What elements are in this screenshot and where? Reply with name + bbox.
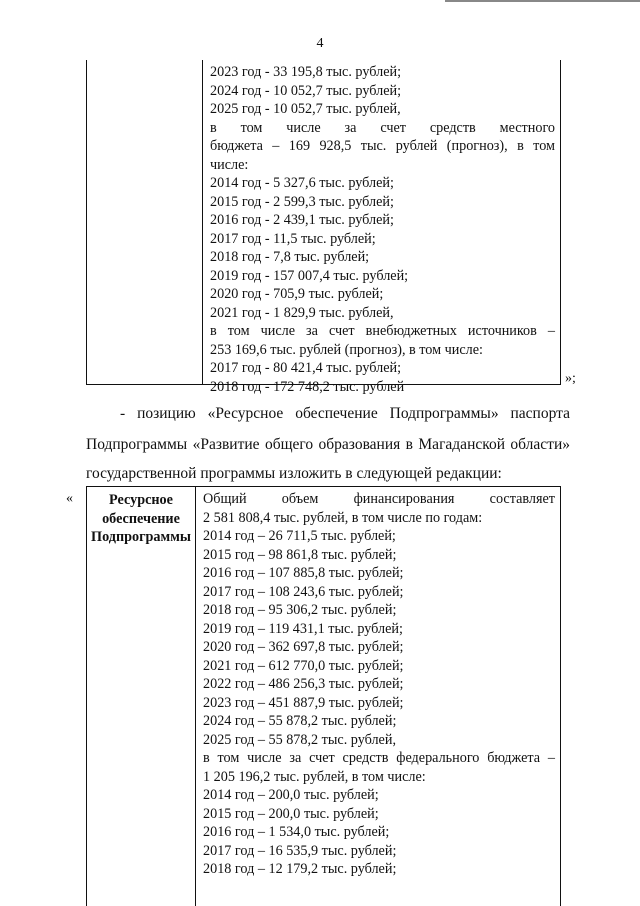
row-label-line: Подпрограммы — [91, 529, 191, 545]
instruction-line-1: - позицию «Ресурсное обеспечение Подпрограммы» паспорта — [120, 405, 570, 422]
instruction-line-2: Подпрограммы «Развитие общего образования в Магаданской области» — [86, 436, 570, 453]
funding-line: 1 205 196,2 тыс. рублей, в том числе: — [203, 768, 426, 785]
funding-line: 2016 год – 1 534,0 тыс. рублей; — [203, 824, 390, 840]
funding-line: 2018 год – 12 179,2 тыс. рублей; — [203, 861, 397, 877]
funding-line: числе: — [210, 156, 249, 173]
funding-line: 2014 год – 26 711,5 тыс. рублей; — [203, 528, 396, 544]
column-divider — [202, 60, 203, 384]
funding-line: 2014 год – 200,0 тыс. рублей; — [203, 787, 379, 803]
closing-quote: »; — [565, 371, 576, 386]
funding-line: 2016 год – 107 885,8 тыс. рублей; — [203, 565, 404, 581]
funding-line: 2023 год – 451 887,9 тыс. рублей; — [203, 694, 404, 711]
funding-line: в том числе за счет средств местного — [210, 119, 555, 136]
opening-quote: « — [66, 491, 73, 506]
funding-line: 2021 год – 612 770,0 тыс. рублей; — [203, 657, 404, 674]
row-label-line: обеспечение — [102, 510, 180, 527]
funding-line: 2025 год - 10 052,7 тыс. рублей, — [210, 101, 401, 117]
row-label-line: Ресурсное — [109, 492, 173, 508]
funding-line: 2017 год – 108 243,6 тыс. рублей; — [203, 583, 404, 600]
funding-line: 2017 год - 80 421,4 тыс. рублей; — [210, 360, 402, 376]
row-label-cell — [89, 491, 193, 547]
funding-line: 2019 год - 157 007,4 тыс. рублей; — [210, 267, 409, 284]
funding-line: в том числе за счет средств федерального бюджета – — [203, 750, 555, 766]
column-divider — [195, 487, 196, 906]
funding-line: 2015 год – 98 861,8 тыс. рублей; — [203, 546, 397, 563]
funding-text-cell — [203, 490, 555, 879]
funding-line: 2019 год – 119 431,1 тыс. рублей; — [203, 620, 403, 637]
funding-line: 2017 год - 11,5 тыс. рублей; — [210, 230, 376, 247]
funding-line: Общий объем финансирования составляет — [203, 491, 555, 507]
funding-line: 2018 год - 7,8 тыс. рублей; — [210, 249, 370, 265]
funding-line: 2020 год - 705,9 тыс. рублей; — [210, 286, 384, 302]
page-number: 4 — [316, 36, 324, 51]
funding-line: 2021 год - 1 829,9 тыс. рублей, — [210, 304, 394, 321]
resource-table-continuation — [86, 60, 561, 395]
top-edge-rule — [445, 0, 640, 2]
funding-line: в том числе за счет внебюджетных источников – — [210, 323, 555, 339]
funding-line: бюджета – 169 928,5 тыс. рублей (прогноз), в том — [210, 138, 555, 154]
funding-line: 2015 год - 2 599,3 тыс. рублей; — [210, 193, 394, 210]
funding-line: 2025 год – 55 878,2 тыс. рублей, — [203, 731, 396, 748]
resource-table-new — [86, 486, 561, 906]
funding-line: 2024 год - 10 052,7 тыс. рублей; — [210, 82, 402, 99]
funding-line: 2 581 808,4 тыс. рублей, в том числе по годам: — [203, 509, 483, 526]
funding-line: 2017 год – 16 535,9 тыс. рублей; — [203, 842, 397, 859]
funding-text-cell — [210, 63, 555, 396]
funding-line: 2023 год - 33 195,8 тыс. рублей; — [210, 64, 402, 80]
funding-line: 2024 год – 55 878,2 тыс. рублей; — [203, 713, 397, 729]
funding-line: 2015 год – 200,0 тыс. рублей; — [203, 805, 379, 822]
funding-line: 2022 год – 486 256,3 тыс. рублей; — [203, 676, 404, 692]
funding-line: 2016 год - 2 439,1 тыс. рублей; — [210, 212, 394, 228]
funding-line: 253 169,6 тыс. рублей (прогноз), в том числе: — [210, 341, 483, 358]
funding-line: 2014 год - 5 327,6 тыс. рублей; — [210, 175, 394, 191]
funding-line: 2018 год - 172 748,2 тыс. рублей — [210, 378, 405, 395]
instruction-line-3: государственной программы изложить в следующей редакции: — [86, 465, 502, 482]
funding-line: 2020 год – 362 697,8 тыс. рублей; — [203, 639, 404, 655]
funding-line: 2018 год – 95 306,2 тыс. рублей; — [203, 602, 397, 618]
